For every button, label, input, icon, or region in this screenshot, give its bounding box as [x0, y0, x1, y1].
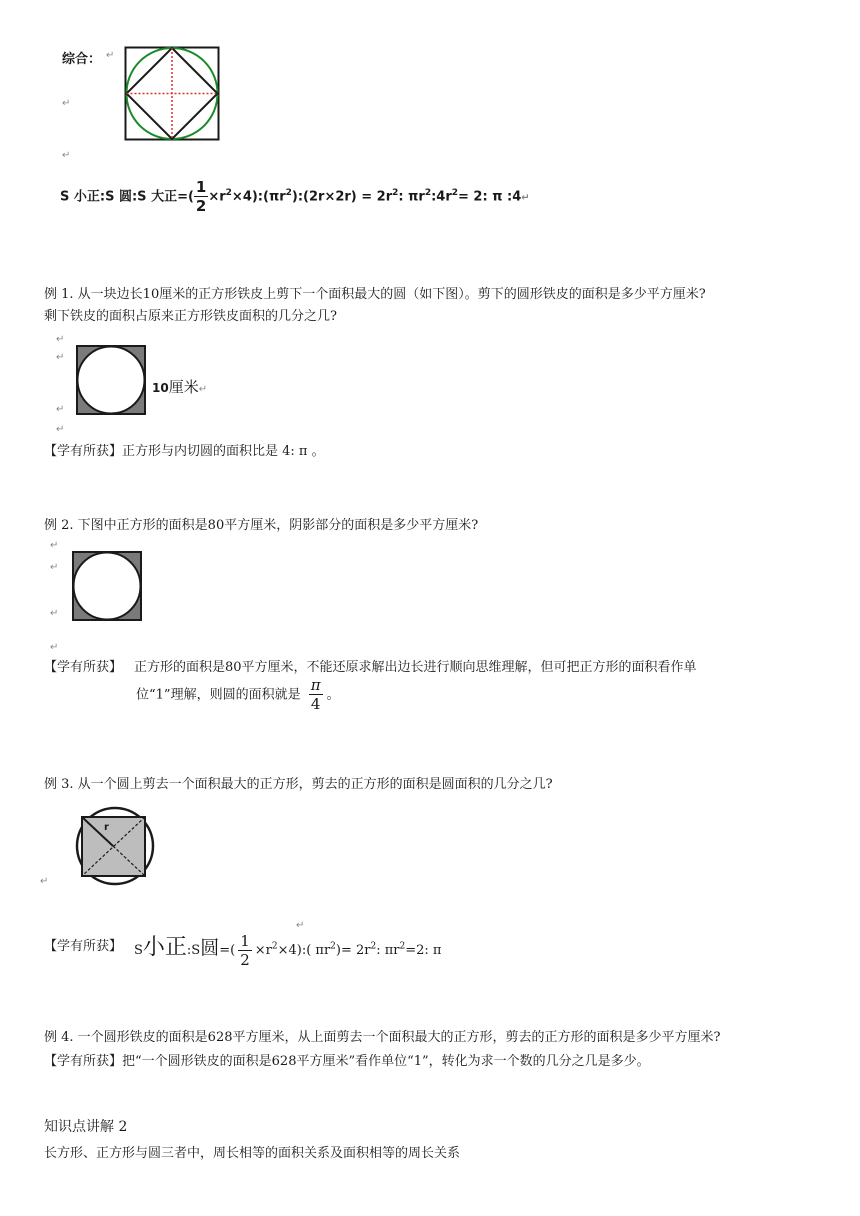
square-circle-diamond-figure [124, 46, 220, 141]
ex4-gain: 【学有所获】把“一个圆形铁皮的面积是628平方厘米”看作单位“1”，转化为求一个数的几分之几是多少。 [44, 1054, 650, 1069]
paragraph-mark: ↵ [50, 540, 59, 551]
paragraph-mark: ↵ [62, 150, 71, 161]
paragraph-mark: ↵ [40, 876, 49, 887]
ex4-question: 例 4. 一个圆形铁皮的面积是628平方厘米，从上面剪去一个面积最大的正方形，剪去的正方形的面积是多少平方厘米? [44, 1030, 721, 1045]
paragraph-mark: ↵ [50, 642, 59, 653]
gain-tag: 【学有所获】 [44, 444, 123, 459]
intro-label: 综合： [62, 52, 102, 67]
ex2-square-inscribed-circle-figure [72, 551, 142, 621]
paragraph-mark: ↵ [50, 562, 59, 573]
ex2-question: 例 2. 下图中正方形的面积是80平方厘米，阴影部分的面积是多少平方厘米? [44, 518, 479, 533]
ex3-circle-inscribed-square-figure [66, 806, 164, 886]
ex1-side-length-label: 10厘米↵ [152, 378, 208, 396]
ex3-question: 例 3. 从一个圆上剪去一个面积最大的正方形，剪去的正方形的面积是圆面积的几分之几? [44, 777, 553, 792]
section2-subtitle: 长方形、正方形与圆三者中，周长相等的面积关系及面积相等的周长关系 [44, 1146, 461, 1161]
ex3-gain-tag: 【学有所获】 [44, 939, 123, 954]
paragraph-mark: ↵ [106, 50, 115, 61]
ex1-gain: 【学有所获】正方形与内切圆的面积比是 4: π 。 [44, 444, 325, 459]
ex2-gain-line2: 位“1”理解，则圆的面积就是 $\frac{\pi}{4}$ 。 [136, 676, 340, 713]
paragraph-mark: ↵ [56, 334, 65, 345]
ex2-gain-tag: 【学有所获】 [44, 660, 123, 675]
paragraph-mark: ↵ [56, 424, 65, 435]
radius-label: r [104, 822, 109, 833]
ex2-gain-line1: 正方形的面积是80平方厘米，不能还原求解出边长进行顺向思维理解，但可把正方形的面积看作单 [134, 660, 697, 675]
paragraph-mark: ↵ [56, 404, 65, 415]
paragraph-mark: ↵ [296, 920, 305, 931]
ex3-formula: S小正:S圆=( $\frac{1}{2}$ $\times r^2\times 4$):( $\pi r^2)= 2r^2$: $\pi r^2=2$: π [134, 931, 442, 969]
paragraph-mark: ↵ [56, 352, 65, 363]
ex1-question-line2: 剩下铁皮的面积占原来正方形铁皮面积的几分之几? [44, 309, 337, 324]
paragraph-mark: ↵ [62, 98, 71, 109]
section2-title: 知识点讲解 2 [44, 1119, 128, 1135]
ex1-square-inscribed-circle-figure [76, 345, 146, 415]
gain-tag: 【学有所获】 [44, 1054, 123, 1069]
intro-formula: S 小正:S 圆:S 大正=( $\frac{1}{2}$ $\times r^2\times 4):(\pi r^2):(2r\times 2r) = 2r^2$: $\pi r^2:4r^2= 2$: π :4↵ [60, 178, 530, 215]
ex1-question-line1: 例 1. 从一块边长10厘米的正方形铁皮上剪下一个面积最大的圆（如下图）。剪下的圆形铁皮的面积是多少平方厘米? [44, 287, 706, 302]
paragraph-mark: ↵ [50, 608, 59, 619]
